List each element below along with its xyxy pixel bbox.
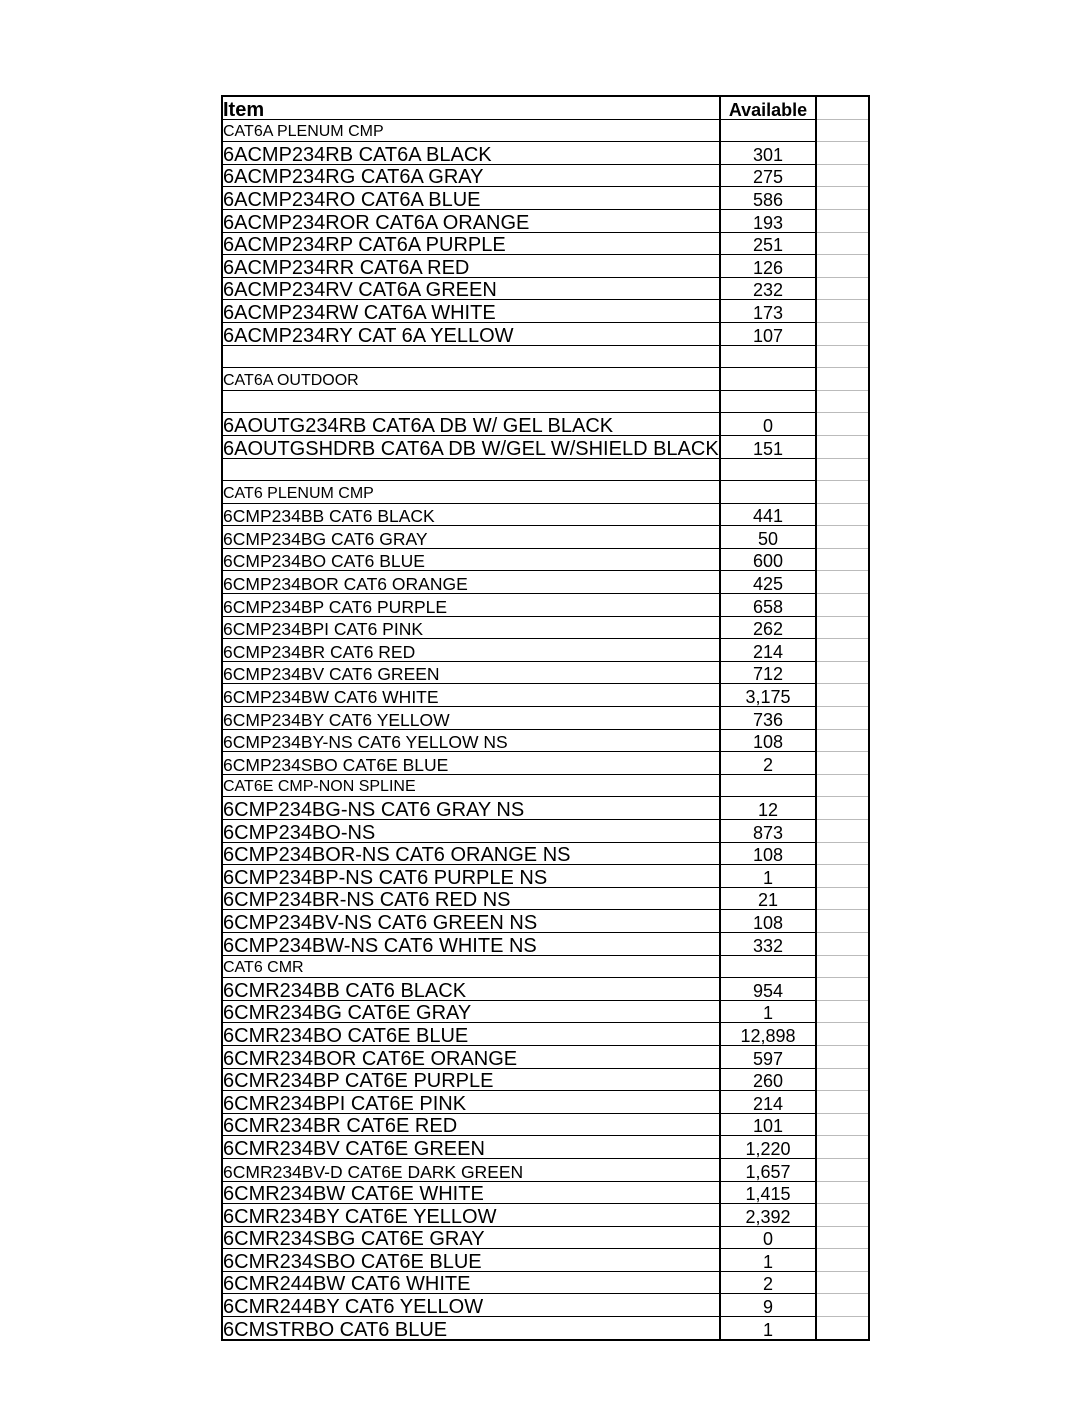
table-row <box>222 548 869 571</box>
item-cell[interactable] <box>222 187 720 210</box>
empty-cell[interactable] <box>816 887 869 910</box>
item-cell[interactable] <box>222 955 720 978</box>
item-name: 6CMP234SBO CAT6E BLUE <box>223 754 449 775</box>
empty-cell[interactable] <box>816 1271 869 1294</box>
table-row <box>222 820 869 843</box>
available-cell[interactable]: 1 <box>720 1317 816 1340</box>
item-cell[interactable] <box>222 164 720 187</box>
item-name: 6CMR244BY CAT6 YELLOW <box>223 1296 484 1317</box>
item-name: 6CMR234BR CAT6E RED <box>223 1115 458 1136</box>
available-cell[interactable]: 597 <box>720 1045 816 1068</box>
table-row <box>222 232 869 255</box>
section-title: CAT6E CMP-NON SPLINE <box>223 778 416 796</box>
available-cell[interactable]: 1 <box>720 1249 816 1272</box>
empty-cell[interactable] <box>816 1023 869 1046</box>
item-cell[interactable] <box>222 1271 720 1294</box>
table-row <box>222 661 869 684</box>
available-cell[interactable]: 275 <box>720 164 816 187</box>
table-row <box>222 1045 869 1068</box>
item-name: 6CMP234BO CAT6 BLUE <box>223 551 425 571</box>
table-row <box>222 209 869 232</box>
table-row <box>222 932 869 955</box>
item-cell[interactable] <box>222 729 720 752</box>
header-row <box>222 96 869 119</box>
item-name: 6CMSTRBO CAT6 BLUE <box>223 1318 448 1340</box>
table-row <box>222 910 869 933</box>
available-cell[interactable]: 173 <box>720 300 816 323</box>
item-name: 6CMR234BG CAT6E GRAY <box>223 1002 472 1023</box>
item-cell[interactable] <box>222 300 720 323</box>
available-cell[interactable]: 425 <box>720 571 816 594</box>
empty-cell[interactable] <box>816 209 869 232</box>
item-cell[interactable] <box>222 209 720 232</box>
inventory-table <box>221 95 870 1341</box>
table-row <box>222 729 869 752</box>
empty-cell[interactable] <box>816 390 869 413</box>
item-cell[interactable] <box>222 368 720 391</box>
available-cell[interactable]: 2 <box>720 1271 816 1294</box>
item-name: 6CMP234BW-NS CAT6 WHITE NS <box>223 934 537 956</box>
available-cell[interactable]: 1 <box>720 865 816 888</box>
item-cell[interactable] <box>222 571 720 594</box>
table-row <box>222 300 869 323</box>
empty-cell[interactable] <box>816 729 869 752</box>
item-cell[interactable] <box>222 752 720 775</box>
empty-cell[interactable] <box>816 1068 869 1091</box>
empty-cell[interactable] <box>816 548 869 571</box>
available-cell[interactable]: 332 <box>720 932 816 955</box>
section-title: CAT6A OUTDOOR <box>223 371 359 389</box>
empty-cell[interactable] <box>816 1317 869 1340</box>
empty-cell[interactable] <box>816 684 869 707</box>
available-cell[interactable]: 873 <box>720 820 816 843</box>
item-cell[interactable] <box>222 932 720 955</box>
empty-cell[interactable] <box>816 1045 869 1068</box>
item-name: 6CMR234BOR CAT6E ORANGE <box>223 1047 518 1069</box>
item-cell[interactable] <box>222 1226 720 1249</box>
section-title: CAT6 CMR <box>223 959 304 977</box>
table-row <box>222 887 869 910</box>
available-cell[interactable]: 1 <box>720 1000 816 1023</box>
table-row <box>222 1023 869 1046</box>
empty-cell[interactable] <box>816 187 869 210</box>
empty-cell[interactable] <box>816 774 869 797</box>
header-available[interactable]: Available <box>720 96 816 119</box>
empty-cell[interactable] <box>816 594 869 617</box>
item-cell[interactable] <box>222 1317 720 1340</box>
item-name: 6ACMP234ROR CAT6A ORANGE <box>223 211 530 233</box>
table-row <box>222 1204 869 1227</box>
empty-cell[interactable] <box>816 842 869 865</box>
item-cell[interactable] <box>222 1204 720 1227</box>
available-cell[interactable]: 712 <box>720 661 816 684</box>
empty-cell[interactable] <box>816 910 869 933</box>
empty-cell[interactable] <box>816 435 869 458</box>
item-cell[interactable] <box>222 390 720 413</box>
item-cell[interactable] <box>222 1181 720 1204</box>
item-cell[interactable] <box>222 820 720 843</box>
table-row <box>222 277 869 300</box>
available-cell[interactable]: 21 <box>720 887 816 910</box>
item-name: 6CMP234BR CAT6 RED <box>223 641 416 662</box>
available-cell[interactable]: 260 <box>720 1068 816 1091</box>
item-name: 6CMR234BO CAT6E BLUE <box>223 1024 469 1046</box>
section-row <box>222 774 869 797</box>
item-name: 6CMP234BOR-NS CAT6 ORANGE NS <box>223 844 571 865</box>
item-cell[interactable] <box>222 1091 720 1114</box>
available-cell[interactable]: 214 <box>720 639 816 662</box>
item-name: 6CMR234BP CAT6E PURPLE <box>223 1070 494 1091</box>
table-row <box>222 639 869 662</box>
item-cell[interactable] <box>222 322 720 345</box>
item-name: 6ACMP234RV CAT6A GREEN <box>223 279 497 300</box>
item-name: 6CMR244BW CAT6 WHITE <box>223 1273 471 1294</box>
empty-cell[interactable] <box>816 820 869 843</box>
item-name: 6CMR234BV-D CAT6E DARK GREEN <box>223 1161 524 1181</box>
available-cell[interactable] <box>720 774 816 797</box>
table-row <box>222 616 869 639</box>
available-cell[interactable] <box>720 390 816 413</box>
table-row <box>222 684 869 707</box>
item-name: 6ACMP234RP CAT6A PURPLE <box>223 234 506 255</box>
table-row <box>222 752 869 775</box>
item-cell[interactable] <box>222 1068 720 1091</box>
empty-cell[interactable] <box>816 978 869 1001</box>
item-cell[interactable] <box>222 865 720 888</box>
item-name: 6CMP234BR-NS CAT6 RED NS <box>223 889 511 910</box>
table-row <box>222 1249 869 1272</box>
empty-cell[interactable] <box>816 1249 869 1272</box>
available-cell[interactable]: 107 <box>720 322 816 345</box>
empty-cell[interactable] <box>816 661 869 684</box>
table-row <box>222 164 869 187</box>
item-cell[interactable] <box>222 639 720 662</box>
available-cell[interactable]: 1,415 <box>720 1181 816 1204</box>
available-cell[interactable]: 232 <box>720 277 816 300</box>
blank-row <box>222 458 869 481</box>
available-cell[interactable]: 9 <box>720 1294 816 1317</box>
item-cell[interactable] <box>222 413 720 436</box>
item-name: 6CMP234BO-NS <box>223 821 376 843</box>
empty-cell[interactable] <box>816 119 869 142</box>
table-row <box>222 1158 869 1181</box>
empty-cell[interactable] <box>816 458 869 481</box>
available-cell[interactable]: 12 <box>720 797 816 820</box>
empty-cell[interactable] <box>816 1204 869 1227</box>
table-row <box>222 1317 869 1340</box>
item-cell[interactable] <box>222 548 720 571</box>
item-name: 6CMP234BY-NS CAT6 YELLOW NS <box>223 732 508 752</box>
item-name: 6CMP234BW CAT6 WHITE <box>223 687 439 707</box>
item-cell[interactable] <box>222 978 720 1001</box>
item-cell[interactable] <box>222 481 720 504</box>
available-cell[interactable]: 736 <box>720 707 816 730</box>
table-row <box>222 1181 869 1204</box>
available-cell[interactable]: 251 <box>720 232 816 255</box>
item-cell[interactable] <box>222 594 720 617</box>
table-row <box>222 865 869 888</box>
item-cell[interactable] <box>222 1249 720 1272</box>
section-row <box>222 955 869 978</box>
table-row <box>222 1091 869 1114</box>
available-cell[interactable]: 193 <box>720 209 816 232</box>
table-row <box>222 322 869 345</box>
item-name: 6CMR234SBG CAT6E GRAY <box>223 1228 485 1249</box>
empty-cell[interactable] <box>816 571 869 594</box>
table-row <box>222 842 869 865</box>
empty-cell[interactable] <box>816 1226 869 1249</box>
available-cell[interactable]: 3,175 <box>720 684 816 707</box>
table-row <box>222 797 869 820</box>
available-cell[interactable]: 441 <box>720 503 816 526</box>
item-cell[interactable] <box>222 232 720 255</box>
empty-cell[interactable] <box>816 322 869 345</box>
empty-cell[interactable] <box>816 277 869 300</box>
item-name: 6CMP234BP-NS CAT6 PURPLE NS <box>223 866 548 888</box>
available-cell[interactable]: 301 <box>720 142 816 165</box>
empty-cell[interactable] <box>816 1000 869 1023</box>
available-cell[interactable]: 108 <box>720 910 816 933</box>
empty-cell[interactable] <box>816 1136 869 1159</box>
item-name: 6CMP234BY CAT6 YELLOW <box>223 709 450 730</box>
empty-cell[interactable] <box>816 865 869 888</box>
item-name: 6AOUTG234RB CAT6A DB W/ GEL BLACK <box>223 414 614 436</box>
item-cell[interactable] <box>222 887 720 910</box>
available-cell[interactable]: 151 <box>720 435 816 458</box>
available-cell[interactable]: 108 <box>720 842 816 865</box>
available-cell[interactable]: 50 <box>720 526 816 549</box>
item-cell[interactable] <box>222 661 720 684</box>
item-cell[interactable] <box>222 1158 720 1181</box>
available-cell[interactable]: 12,898 <box>720 1023 816 1046</box>
empty-cell[interactable] <box>816 1091 869 1114</box>
table-row <box>222 1294 869 1317</box>
item-cell[interactable] <box>222 842 720 865</box>
available-cell[interactable]: 101 <box>720 1113 816 1136</box>
item-cell[interactable] <box>222 1113 720 1136</box>
empty-cell[interactable] <box>816 1181 869 1204</box>
section-title: CAT6 PLENUM CMP <box>223 484 374 502</box>
item-cell[interactable] <box>222 1023 720 1046</box>
item-name: 6CMR234BPI CAT6E PINK <box>223 1092 467 1114</box>
available-cell[interactable]: 600 <box>720 548 816 571</box>
empty-cell[interactable] <box>816 639 869 662</box>
table-row <box>222 526 869 549</box>
item-cell[interactable] <box>222 345 720 368</box>
available-cell[interactable]: 2 <box>720 752 816 775</box>
item-name: 6CMR234BV CAT6E GREEN <box>223 1137 485 1159</box>
table-row <box>222 1271 869 1294</box>
empty-cell[interactable] <box>816 96 869 119</box>
available-cell[interactable]: 0 <box>720 1226 816 1249</box>
item-name: 6CMR234SBO CAT6E BLUE <box>223 1250 482 1272</box>
item-cell[interactable] <box>222 458 720 481</box>
item-name: 6CMR234BB CAT6 BLACK <box>223 979 467 1001</box>
table-row <box>222 1136 869 1159</box>
empty-cell[interactable] <box>816 142 869 165</box>
item-name: 6ACMP234RR CAT6A RED <box>223 256 470 278</box>
item-name: 6ACMP234RO CAT6A BLUE <box>223 188 481 210</box>
available-cell[interactable] <box>720 345 816 368</box>
empty-cell[interactable] <box>816 955 869 978</box>
empty-cell[interactable] <box>816 413 869 436</box>
item-cell[interactable] <box>222 616 720 639</box>
empty-cell[interactable] <box>816 345 869 368</box>
table-row <box>222 435 869 458</box>
available-cell[interactable]: 126 <box>720 255 816 278</box>
item-cell[interactable] <box>222 1294 720 1317</box>
table-row <box>222 571 869 594</box>
item-cell[interactable] <box>222 503 720 526</box>
table-row <box>222 594 869 617</box>
item-name: 6ACMP234RY CAT 6A YELLOW <box>223 324 514 346</box>
empty-cell[interactable] <box>816 255 869 278</box>
available-cell[interactable] <box>720 458 816 481</box>
empty-cell[interactable] <box>816 368 869 391</box>
table-row <box>222 707 869 730</box>
empty-cell[interactable] <box>816 526 869 549</box>
item-name: 6CMP234BV CAT6 GREEN <box>223 664 440 684</box>
item-cell[interactable] <box>222 1000 720 1023</box>
item-name: 6ACMP234RW CAT6A WHITE <box>223 301 496 323</box>
section-row <box>222 390 869 413</box>
section-title: CAT6A PLENUM CMP <box>223 123 384 141</box>
available-cell[interactable]: 108 <box>720 729 816 752</box>
available-cell[interactable]: 262 <box>720 616 816 639</box>
item-name: 6CMP234BG-NS CAT6 GRAY NS <box>223 799 525 820</box>
empty-cell[interactable] <box>816 1113 869 1136</box>
available-cell[interactable]: 658 <box>720 594 816 617</box>
item-name: 6CMR234BY CAT6E YELLOW <box>223 1205 497 1227</box>
empty-cell[interactable] <box>816 300 869 323</box>
available-cell[interactable]: 1,657 <box>720 1158 816 1181</box>
item-name: 6ACMP234RG CAT6A GRAY <box>223 166 484 187</box>
item-name: 6AOUTGSHDRB CAT6A DB W/GEL W/SHIELD BLACK <box>223 437 719 458</box>
section-row <box>222 481 869 504</box>
empty-cell[interactable] <box>816 932 869 955</box>
table-row <box>222 503 869 526</box>
item-name: 6ACMP234RB CAT6A BLACK <box>223 143 492 165</box>
section-row <box>222 368 869 391</box>
table-row <box>222 1000 869 1023</box>
item-name: 6CMR234BW CAT6E WHITE <box>223 1183 484 1204</box>
blank-row <box>222 345 869 368</box>
empty-cell[interactable] <box>816 503 869 526</box>
available-cell[interactable]: 586 <box>720 187 816 210</box>
item-cell[interactable] <box>222 684 720 707</box>
item-cell[interactable] <box>222 707 720 730</box>
empty-cell[interactable] <box>816 707 869 730</box>
table-row <box>222 142 869 165</box>
item-cell[interactable] <box>222 797 720 820</box>
empty-cell[interactable] <box>816 797 869 820</box>
table-row <box>222 1113 869 1136</box>
item-name: 6CMP234BG CAT6 GRAY <box>223 528 428 549</box>
item-name: 6CMP234BV-NS CAT6 GREEN NS <box>223 911 538 933</box>
item-cell[interactable] <box>222 435 720 458</box>
item-cell[interactable] <box>222 526 720 549</box>
item-name: 6CMP234BP CAT6 PURPLE <box>223 596 448 617</box>
section-row <box>222 119 869 142</box>
item-name: 6CMP234BOR CAT6 ORANGE <box>223 574 468 594</box>
empty-cell[interactable] <box>816 616 869 639</box>
available-cell[interactable] <box>720 119 816 142</box>
empty-cell[interactable] <box>816 1294 869 1317</box>
item-cell[interactable] <box>222 910 720 933</box>
table-row <box>222 255 869 278</box>
item-cell[interactable] <box>222 119 720 142</box>
available-cell[interactable]: 0 <box>720 413 816 436</box>
available-cell[interactable]: 214 <box>720 1091 816 1114</box>
available-cell[interactable]: 1,220 <box>720 1136 816 1159</box>
item-cell[interactable] <box>222 1045 720 1068</box>
empty-cell[interactable] <box>816 1158 869 1181</box>
item-cell[interactable] <box>222 142 720 165</box>
table-row <box>222 978 869 1001</box>
item-cell[interactable] <box>222 255 720 278</box>
available-cell[interactable] <box>720 481 816 504</box>
item-cell[interactable] <box>222 1136 720 1159</box>
available-cell[interactable]: 954 <box>720 978 816 1001</box>
empty-cell[interactable] <box>816 232 869 255</box>
available-cell[interactable] <box>720 368 816 391</box>
table-row <box>222 413 869 436</box>
item-name: 6CMP234BPI CAT6 PINK <box>223 619 424 639</box>
table-row <box>222 187 869 210</box>
empty-cell[interactable] <box>816 752 869 775</box>
empty-cell[interactable] <box>816 164 869 187</box>
empty-cell[interactable] <box>816 481 869 504</box>
available-cell[interactable]: 2,392 <box>720 1204 816 1227</box>
item-name: 6CMP234BB CAT6 BLACK <box>223 506 435 526</box>
header-item[interactable]: Item <box>222 96 720 119</box>
item-cell[interactable] <box>222 774 720 797</box>
table-row <box>222 1226 869 1249</box>
table-row <box>222 1068 869 1091</box>
item-cell[interactable] <box>222 277 720 300</box>
available-cell[interactable] <box>720 955 816 978</box>
